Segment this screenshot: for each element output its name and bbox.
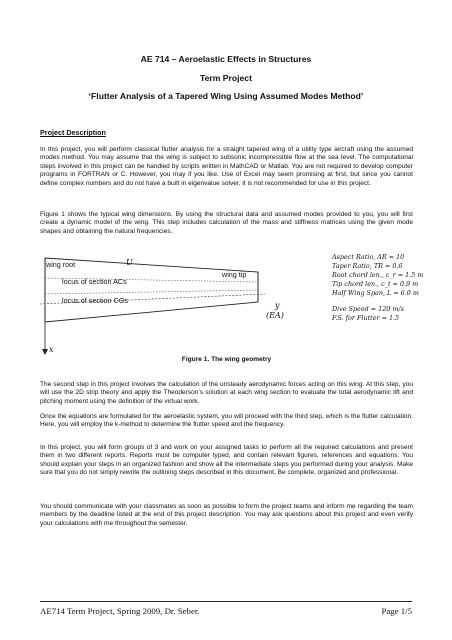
param-half-span: Half Wing Span, L = 6.0 m	[332, 289, 419, 297]
param-root-chord: Root chord len., c_r = 1.5 m	[332, 271, 424, 279]
wing-tip-label: wing tip	[222, 270, 247, 279]
paragraph-groups: In this project, you will form groups of 3 and work on your assigned tasks to perform all the required calculations and present them in two different reports. Reports must be computer typed, and contain relevant figures, references and equations. You should explain your steps in an organized fashion and show all the intermediate steps you performed during your analysis. Make sure that you do not simply rewrite the outlining steps described in this document. Be complete, organized and professional.	[40, 444, 413, 477]
course-title: AE 714 – Aeroelastic Effects in Structures	[140, 54, 312, 64]
footer-course-info: AE714 Term Project, Spring 2009, Dr. Seber.	[40, 606, 200, 616]
footer-divider	[40, 601, 412, 602]
y-axis-label: y	[275, 301, 280, 310]
page-number: Page 1/5	[381, 606, 412, 616]
paragraph-figure-ref: Figure 1 shows the typical wing dimensions. By using the structural data and assumed modes provided to you, you will first create a dynamic model of the wing. This step includes calculation of the mass and stiffness matrices using the given mode shapes and obtaining the natural frequencies.	[40, 211, 413, 235]
cg-locus-label: locus of section CGs	[62, 296, 128, 305]
paragraph-intro: In this project, you will perform classical flutter analysis for a straight tapered wing of a utility type aircraft using the assumed modes method. You may assume that the wing is subject to subsonic incompressible flow at the sea level. The computational steps involved in this project can be handled by scripts written in MathCAD or Matlab. You are not required to develop computer programs in FORTRAN or C. However, you may if you like. Use of Excel may seem promising at first, but since you cannot define complex numbers and do not have a built in eigenvalue solver, it is not recommended for use in this project.	[40, 146, 413, 187]
wing-root-label: wing root	[46, 260, 76, 269]
figure-caption: Figure 1. The wing geometry	[181, 356, 272, 363]
project-title: ‘Flutter Analysis of a Tapered Wing Using Assumed Modes Method’	[88, 91, 364, 101]
flow-velocity-label: U	[126, 258, 133, 267]
paragraph-flutter-method: Once the equations are formulated for the aeroelastic system, you will proceed with the third step, which is the flutter calculation. Here, you will employ the k-method to determine the flutter speed and the frequency.	[40, 413, 413, 429]
ac-locus-label: locus of section ACs	[62, 277, 127, 286]
param-taper-ratio: Taper Ratio, TR = 0.6	[332, 262, 403, 270]
wing-geometry-figure	[40, 248, 424, 368]
x-axis-arrowhead	[42, 349, 48, 355]
elastic-axis-label: (EA)	[266, 311, 284, 320]
param-flutter-factor: F.S. for Flutter = 1.5	[332, 314, 400, 322]
param-dive-speed: Dive Speed = 120 m/s	[332, 305, 404, 313]
section-heading: Project Description	[40, 128, 106, 137]
param-tip-chord: Tip chord len., c_t = 0.9 m	[332, 280, 419, 288]
project-type: Term Project	[200, 72, 252, 83]
title-block	[40, 53, 412, 109]
x-axis-label: x	[49, 345, 54, 354]
paragraph-communication: You should communicate with your classmates as soon as possible to form the project teams and inform me regarding the team members by the deadline listed at the end of this project description. You may ask questions about this project and even verify your calculations with me throughout the semester.	[40, 503, 413, 527]
param-aspect-ratio: Aspect Ratio, AR = 10	[332, 253, 405, 261]
paragraph-aerodynamics: The second step in this project involves the calculation of the unsteady aerodynamic forces acting on this wing. At this step, you will use the 2D strip theory and apply the Theoderson’s solution at each wing section to evaluate the total aerodynamic lift and pitching moment using the definition of the virtual work.	[40, 381, 413, 405]
wing-planform	[45, 258, 258, 322]
